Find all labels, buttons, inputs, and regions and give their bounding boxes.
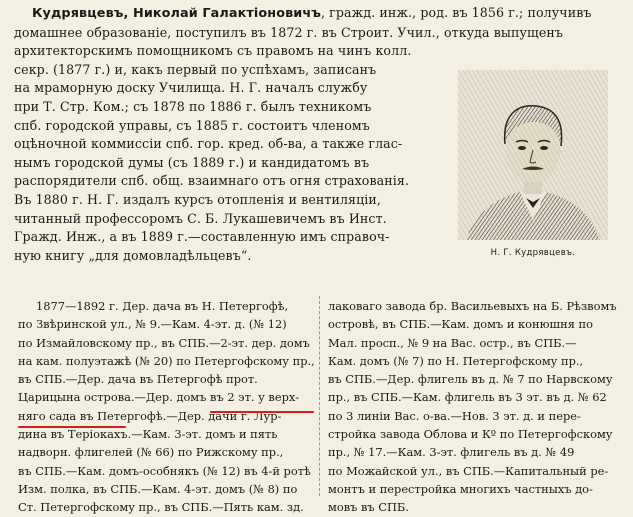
works-column-right	[328, 297, 624, 517]
works-column-left	[18, 297, 315, 517]
works-line: Кам. домъ (№ 7) по Н. Петергофскому пр.,	[328, 353, 584, 368]
works-line: монтъ и перестройка многихъ частныхъ до-	[328, 481, 593, 496]
biography-line: архитекторскимъ помощникомъ съ правомъ на чинъ колл.	[14, 43, 412, 59]
biography-line: распорядители спб. общ. взаимнаго отъ огня страхованія.	[14, 173, 410, 189]
works-line: по Измайловскому пр., въ СПБ.—2-эт. дер. домъ	[18, 335, 310, 350]
biography-line: спб. городской управы, съ 1885 г. состоитъ членомъ	[14, 117, 370, 133]
red-underline-mark	[18, 426, 126, 428]
biography-line: Гражд. Инж., а въ 1889 г.—составленную имъ справоч-	[14, 229, 390, 245]
works-line: Царицына острова.—Дер. домъ въ 2 эт. у верх-	[18, 390, 300, 405]
portrait-image	[458, 70, 608, 240]
works-line: 1877—1892 г. Дер. дача въ Н. Петергофѣ,	[36, 299, 289, 313]
person-name: Кудрявцевъ, Николай Галактіоновичъ	[32, 6, 321, 21]
works-line: Изм. полка, въ СПБ.—Кам. 4-эт. домъ (№ 8) по	[18, 481, 298, 496]
works-line: по Можайской ул., въ СПБ.—Капитальный ре-	[328, 463, 609, 478]
works-line: въ СПБ.—Кам. домъ-особнякъ (№ 12) въ 4-й ротѣ	[18, 463, 311, 478]
biography-line: при Т. Стр. Ком.; съ 1878 по 1886 г. былъ техникомъ	[14, 98, 372, 114]
works-line: по 3 линіи Вас. о-ва.—Нов. 3 эт. д. и пере-	[328, 408, 581, 423]
portrait-engraving-icon	[458, 70, 608, 240]
biography-line-1: Кудрявцевъ, Николай Галактіоновичъ, гражд. инж., род. въ 1856 г.; получивъ	[32, 5, 592, 21]
works-line: стройка завода Облова и Кº по Петергофскому	[328, 427, 613, 442]
works-line: дина въ Теріокахъ.—Кам. 3-эт. домъ и пять	[18, 427, 278, 442]
works-line: въ СПБ.—Дер. дача въ Петергофѣ прот.	[18, 372, 258, 387]
biography-line: нымъ городской думы (съ 1889 г.) и кандидатомъ въ	[14, 154, 370, 170]
works-line: надворн. флигелей (№ 66) по Рижскому пр.,	[18, 445, 284, 460]
works-line: на кам. полуэтажѣ (№ 20) по Петергофскому пр.,	[18, 353, 315, 368]
biography-line: ную книгу „для домовладѣльцевъ“.	[14, 247, 252, 263]
biography-line: оцѣночной коммиссіи спб. гор. кред. об-ва, а также глас-	[14, 136, 403, 152]
works-line: по Звѣринской ул., № 9.—Кам. 4-эт. д. (№ 12)	[18, 317, 287, 332]
biography-line: секр. (1877 г.) и, какъ первый по успѣхамъ, записанъ	[14, 61, 377, 77]
works-line: няго сада въ Петергофѣ.—Дер. дачи г. Лур-	[18, 408, 282, 423]
works-line: Мал. просп., № 9 на Вас. остр., въ СПБ.—	[328, 335, 577, 350]
works-line: лаковаго завода бр. Васильевыхъ на Б. Рѣзвомъ	[328, 299, 617, 313]
red-underline-mark	[210, 411, 314, 413]
biography-line: читанный профессоромъ С. Б. Лукашевичемъ въ Инст.	[14, 210, 387, 226]
column-divider	[319, 296, 320, 496]
biography-line: Въ 1880 г. Н. Г. издалъ курсъ отопленія и вентиляціи,	[14, 191, 382, 207]
works-line: Ст. Петергофскому пр., въ СПБ.—Пять кам. зд.	[18, 500, 304, 515]
works-line: пр., № 17.—Кам. 3-эт. флигель въ д. № 49	[328, 445, 575, 460]
works-line: пр., въ СПБ.—Кам. флигель въ 3 эт. въ д. № 62	[328, 390, 607, 405]
biography-line: домашнее образованіе, поступилъ въ 1872 г. въ Строит. Учил., откуда выпущенъ	[14, 24, 564, 40]
biography-line: на мраморную доску Училища. Н. Г. началъ службу	[14, 80, 368, 96]
works-line: мовъ въ СПБ.	[328, 500, 409, 515]
works-line: въ СПБ.—Дер. флигель въ д. № 7 по Нарвскому	[328, 372, 613, 387]
works-line: островѣ, въ СПБ.—Кам. домъ и конюшня по	[328, 317, 593, 332]
portrait-caption: Н. Г. Кудрявцевъ.	[490, 248, 576, 258]
